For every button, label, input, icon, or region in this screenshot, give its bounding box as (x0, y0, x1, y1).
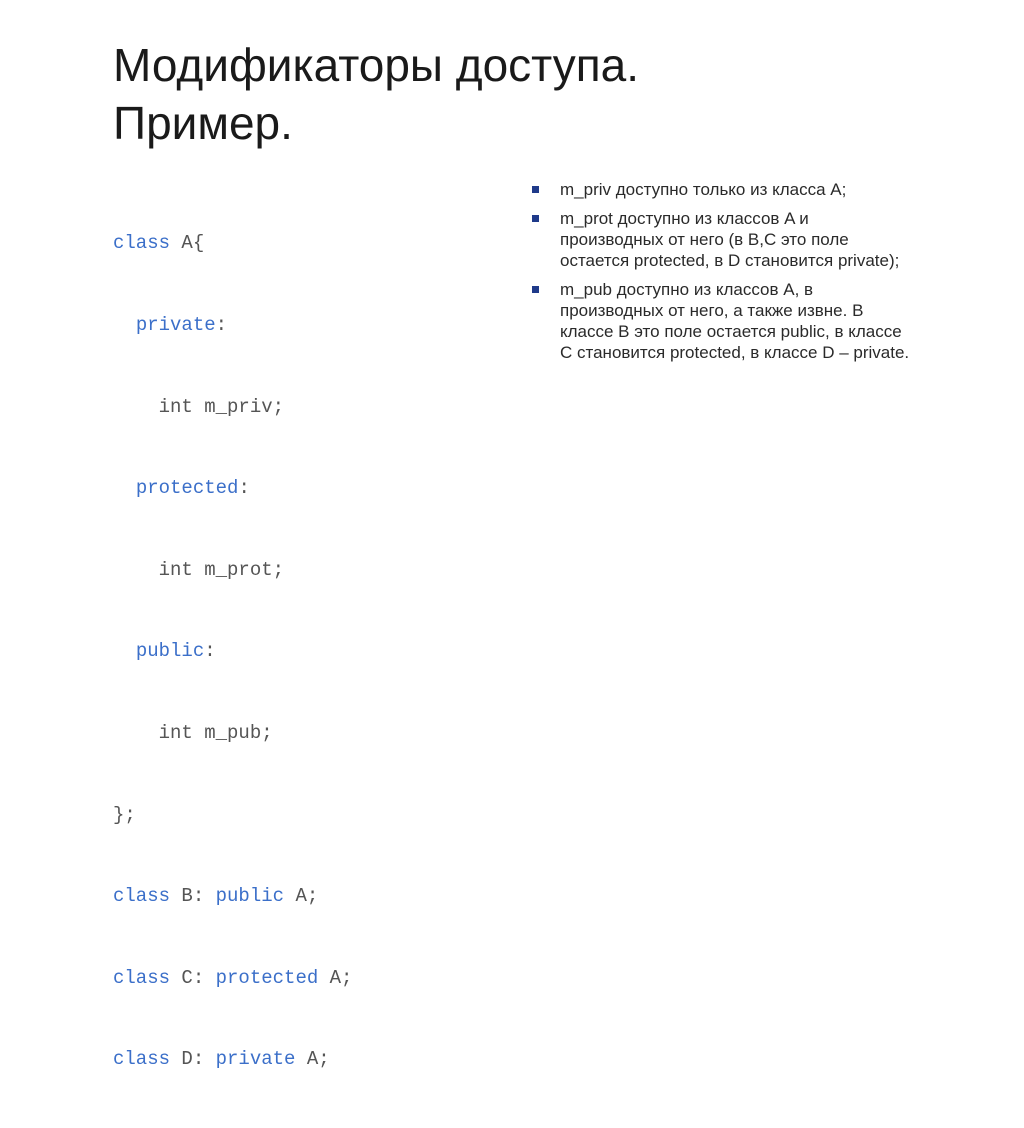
code-text: int m_priv; (158, 395, 285, 418)
bullet-item (530, 279, 910, 363)
title-line-1: Модификаторы доступа. (113, 39, 640, 91)
code-text: C: (170, 966, 216, 989)
code-keyword: protected (135, 477, 239, 500)
code-line (113, 1046, 352, 1073)
code-line (113, 802, 352, 829)
code-text: : (215, 314, 228, 336)
square-bullet-icon (532, 186, 539, 193)
code-text: A; (295, 1048, 330, 1071)
code-keyword: public (135, 640, 205, 663)
code-line (113, 965, 352, 992)
code-text: : (204, 640, 216, 663)
code-text: : (238, 477, 250, 500)
bullet-list (530, 179, 910, 371)
square-bullet-icon (532, 286, 539, 293)
code-keyword: class (113, 966, 171, 989)
bullet-text: m_priv доступно только из класса A; (560, 180, 847, 199)
code-text: A; (284, 885, 319, 908)
code-line (113, 475, 352, 502)
code-line (113, 720, 352, 747)
code-line (113, 883, 352, 910)
bullet-text: m_pub доступно из классов A, в производных от него, а также извне. В классе B это поле остается public, в классе C становится protected, в классе D – private. (560, 280, 910, 362)
code-line (113, 230, 352, 257)
code-text: B: (170, 885, 216, 908)
code-block (113, 176, 352, 1128)
code-keyword: private (215, 1048, 296, 1071)
bullet-item (530, 179, 910, 200)
code-text: A; (318, 966, 353, 989)
square-bullet-icon (532, 215, 539, 222)
code-line (113, 394, 352, 421)
bullet-item (530, 208, 910, 271)
code-keyword: class (113, 1048, 171, 1071)
bullet-text: m_prot доступно из классов A и производных от него (в B,C это поле остается protected, в D становится private); (560, 209, 900, 270)
code-line (113, 312, 352, 339)
code-keyword: public (215, 885, 285, 908)
title-line-2: Пример. (113, 97, 293, 149)
code-keyword: private (135, 314, 216, 336)
code-keyword: class (113, 885, 171, 908)
code-text: int m_prot; (158, 558, 285, 581)
code-keyword: protected (215, 966, 319, 989)
code-text: D: (170, 1048, 216, 1071)
code-text: }; (113, 803, 136, 826)
slide-title (113, 36, 933, 152)
code-keyword: class (113, 232, 171, 255)
code-line (113, 638, 352, 665)
code-text: int m_pub; (158, 721, 273, 744)
code-line (113, 557, 352, 584)
code-text: A{ (170, 232, 205, 255)
